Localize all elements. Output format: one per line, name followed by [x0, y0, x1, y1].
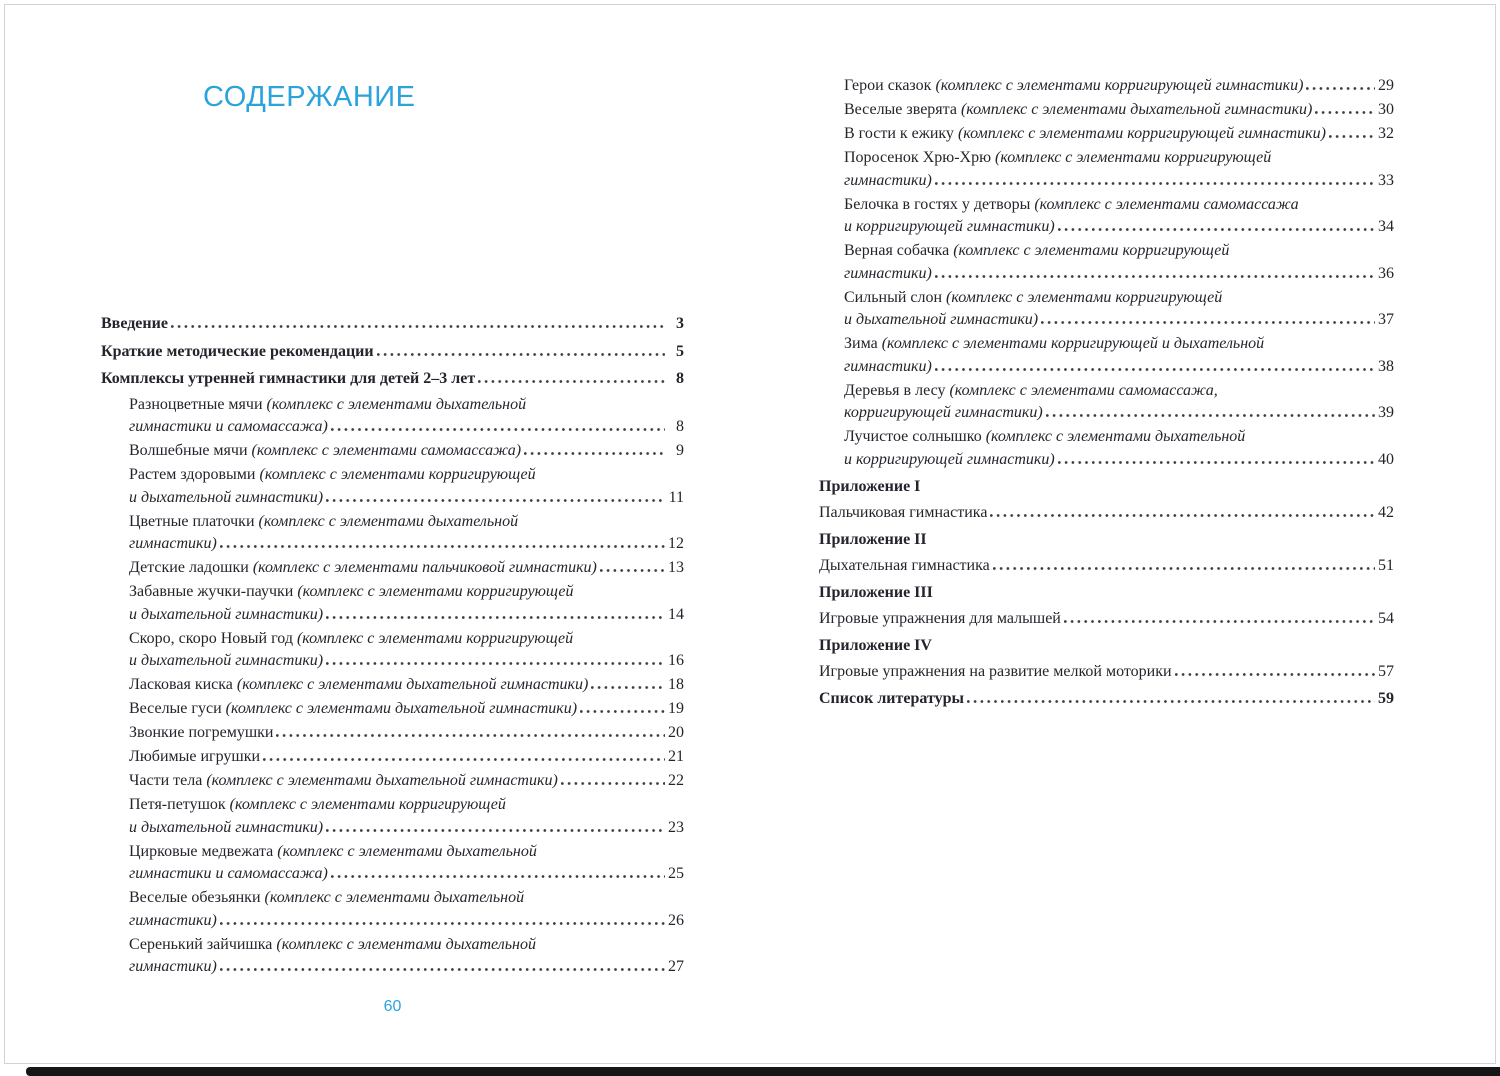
toc-line — [129, 533, 684, 556]
toc-entry — [101, 464, 684, 509]
toc-entry — [819, 287, 1394, 332]
toc-entry — [819, 661, 1394, 684]
toc-entry — [101, 770, 684, 793]
toc-entry-text — [844, 75, 1303, 98]
toc-line — [129, 511, 684, 534]
toc-entry-title: Растем здоровыми — [129, 466, 260, 483]
toc-entry-text — [129, 533, 217, 556]
toc-entry-subtitle: (комплекс с элементами корригирующей — [953, 242, 1230, 259]
toc-page-number: 29 — [1378, 77, 1394, 94]
dot-leader — [1058, 228, 1375, 231]
toc-page-number: 40 — [1378, 450, 1394, 468]
toc-entry-title: Игровые упражнения на развитие мелкой моторики — [819, 662, 1172, 680]
dot-leader — [524, 452, 665, 455]
toc-entry-text — [844, 216, 1055, 239]
toc-entry — [101, 674, 684, 697]
toc-line — [129, 770, 684, 793]
toc-entry — [819, 194, 1394, 239]
toc-entry-title: Волшебные мячи — [129, 442, 252, 459]
toc-right-column — [819, 75, 1394, 714]
toc-page-number: 57 — [1378, 662, 1394, 680]
toc-entry-title: Части тела — [129, 772, 207, 789]
toc-entry-title: Сильный слон — [844, 288, 947, 306]
toc-page-number: 9 — [676, 442, 684, 459]
toc-entry-text — [129, 650, 323, 673]
toc-entry-subtitle: гимнастики) — [129, 535, 217, 552]
toc-entry-title: Ласковая киска — [129, 676, 237, 693]
toc-line — [844, 194, 1394, 217]
dot-leader — [935, 182, 1375, 185]
toc-page-number: 37 — [1378, 311, 1394, 328]
toc-entry-title: Цирковые медвежата — [129, 842, 278, 860]
toc-entry-subtitle: (комплекс с элементами самомассажа, — [949, 381, 1218, 399]
toc-entry-text — [129, 817, 323, 840]
toc-entry-subtitle: (комплекс с элементами самомассажа — [1034, 195, 1299, 213]
dot-leader — [591, 686, 665, 689]
toc-entry-text — [844, 426, 1245, 449]
toc-entry — [101, 887, 684, 932]
toc-line — [819, 582, 1394, 605]
toc-entry-text — [129, 698, 577, 721]
toc-entry — [101, 368, 684, 391]
toc-entry — [101, 722, 684, 745]
toc-entry — [819, 380, 1394, 425]
toc-entry-title: Приложение II — [819, 531, 927, 548]
toc-line — [819, 555, 1394, 578]
toc-entry-title: Введение — [101, 315, 168, 332]
dot-leader — [331, 875, 665, 878]
toc-line — [129, 487, 684, 510]
toc-entry-title: Забавные жучки-паучки — [129, 583, 298, 600]
toc-line — [129, 557, 684, 580]
toc-entry-text — [844, 333, 1264, 356]
toc-page-number: 32 — [1378, 125, 1394, 142]
dot-leader — [326, 662, 665, 665]
toc-page-number: 25 — [668, 865, 684, 882]
toc-entry-title: Дыхательная гимнастика — [819, 556, 990, 574]
dot-leader — [1046, 414, 1375, 417]
dot-leader — [263, 758, 665, 761]
dot-leader — [600, 569, 665, 572]
toc-line — [129, 674, 684, 697]
toc-entry-subtitle: (комплекс с элементами пальчиковой гимнастики) — [252, 559, 597, 576]
toc-entry-subtitle: (комплекс с элементами дыхательной — [264, 889, 525, 906]
toc-entry — [819, 99, 1394, 122]
dot-leader — [276, 734, 665, 737]
toc-line — [844, 75, 1394, 98]
toc-entry-subtitle: (комплекс с элементами корригирующей и дыхательной — [881, 335, 1265, 352]
toc-entry-text — [129, 464, 536, 487]
toc-page-number: 14 — [668, 605, 684, 623]
toc-entry-text — [101, 313, 168, 336]
toc-entry-subtitle: (комплекс с элементами корригирующей — [296, 629, 574, 647]
toc-entry-text — [129, 722, 273, 745]
toc-entry-subtitle: (комплекс с элементами корригирующей — [995, 149, 1272, 166]
dot-leader — [478, 380, 665, 383]
toc-entry-title: Петя-петушок — [129, 796, 230, 813]
toc-entry — [819, 333, 1394, 378]
toc-line — [101, 341, 684, 364]
toc-entry-text — [129, 628, 573, 651]
toc-entry — [819, 635, 1394, 658]
toc-entry-text — [129, 557, 597, 580]
toc-page-number: 59 — [1378, 690, 1394, 707]
toc-entry — [819, 608, 1394, 631]
toc-entry-text — [101, 341, 374, 364]
toc-entry-text — [819, 635, 932, 658]
toc-entry — [101, 934, 684, 979]
toc-entry-text — [819, 529, 927, 552]
dot-leader — [1041, 321, 1375, 324]
toc-line — [844, 216, 1394, 239]
toc-entry-subtitle: (комплекс с элементами корригирующей — [259, 466, 536, 483]
toc-entry-text — [129, 604, 323, 627]
toc-page-number: 27 — [668, 958, 684, 975]
toc-entry-title: Игровые упражнения для малышей — [819, 609, 1061, 627]
dot-leader — [935, 368, 1375, 371]
toc-line — [129, 887, 684, 910]
toc-entry-title: Поросенок Хрю-Хрю — [844, 149, 996, 166]
toc-line — [129, 794, 684, 817]
folio-page-number: 60 — [383, 998, 402, 1015]
toc-entry-title: Комплексы утренней гимнастики для детей 2–3 лет — [101, 370, 476, 387]
toc-line — [819, 502, 1394, 525]
toc-entry-text — [129, 956, 217, 979]
toc-entry-text — [129, 887, 524, 910]
toc-line — [129, 910, 684, 933]
toc-line — [844, 123, 1394, 146]
toc-entry — [101, 511, 684, 556]
toc-entry-title: Зима — [844, 335, 882, 352]
toc-entry-subtitle: и корригирующей гимнастики) — [844, 450, 1055, 468]
toc-entry-text — [129, 511, 518, 534]
dot-leader — [990, 514, 1375, 517]
book-edge — [26, 1067, 1500, 1076]
toc-page-number: 33 — [1378, 171, 1394, 189]
dot-leader — [993, 567, 1375, 570]
toc-entry-subtitle: и дыхательной гимнастики) — [129, 652, 324, 669]
toc-line — [844, 402, 1394, 425]
dot-leader — [220, 545, 665, 548]
toc-entry-text — [819, 608, 1061, 631]
toc-entry-subtitle: (комплекс с элементами корригирующей — [297, 583, 574, 600]
toc-entry — [819, 147, 1394, 192]
toc-line — [101, 313, 684, 336]
toc-line — [844, 309, 1394, 332]
toc-page-number: 19 — [668, 700, 684, 717]
toc-entry-subtitle: (комплекс с элементами корригирующей — [946, 288, 1223, 306]
toc-entry — [101, 698, 684, 721]
toc-entry-subtitle: (комплекс с элементами корригирующей — [229, 796, 506, 813]
toc-line — [129, 394, 684, 417]
toc-entry-title: Список литературы — [819, 690, 964, 707]
toc-entry — [819, 426, 1394, 471]
toc-line — [129, 604, 684, 627]
toc-line — [844, 287, 1394, 310]
toc-line — [129, 581, 684, 604]
dot-leader — [377, 353, 665, 356]
toc-entry-text — [844, 147, 1271, 170]
toc-line — [844, 333, 1394, 356]
toc-page-number: 3 — [676, 315, 684, 332]
toc-line — [819, 529, 1394, 552]
toc-entry — [819, 123, 1394, 146]
toc-entry — [819, 476, 1394, 499]
toc-page-number: 51 — [1378, 556, 1394, 574]
dot-leader — [1064, 620, 1375, 623]
toc-line — [844, 263, 1394, 286]
toc-entry-text — [819, 661, 1172, 684]
toc-entry-text — [129, 746, 260, 769]
toc-entry-text — [844, 402, 1043, 425]
toc-entry-text — [819, 555, 990, 578]
toc-line — [844, 170, 1394, 193]
toc-entry-text — [129, 674, 588, 697]
toc-entry-text — [129, 581, 574, 604]
toc-left-column — [101, 308, 684, 980]
toc-entry-text — [844, 170, 932, 193]
toc-entry-subtitle: (комплекс с элементами корригирующей гимнастики) — [957, 125, 1326, 142]
toc-page-number: 5 — [676, 342, 684, 360]
toc-entry-text — [819, 502, 987, 525]
toc-page-number: 20 — [668, 724, 684, 741]
toc-entry-title: Пальчиковая гимнастика — [819, 503, 988, 521]
toc-entry — [101, 440, 684, 463]
toc-entry-title: Веселые обезьянки — [129, 889, 265, 906]
toc-page-number: 21 — [668, 748, 684, 765]
toc-line — [129, 464, 684, 487]
toc-line — [129, 934, 684, 957]
dot-leader — [220, 968, 665, 971]
toc-entry-subtitle: и дыхательной гимнастики) — [129, 818, 324, 836]
toc-entry-title: Краткие методические рекомендации — [101, 342, 374, 360]
toc-entry-text — [844, 194, 1299, 217]
toc-page-number: 11 — [668, 488, 684, 506]
toc-entry-text — [844, 287, 1222, 310]
toc-entry-subtitle: (комплекс с элементами дыхательной гимнастики) — [206, 772, 558, 789]
dot-leader — [220, 922, 665, 925]
dot-leader — [331, 428, 665, 431]
toc-entry-text — [129, 934, 536, 957]
toc-entry — [101, 557, 684, 580]
toc-entry-subtitle: (комплекс с элементами дыхательной гимнастики) — [236, 676, 589, 693]
dot-leader — [326, 829, 665, 832]
toc-page-number: 39 — [1378, 404, 1394, 421]
toc-entry-title: Цветные платочки — [129, 512, 259, 530]
toc-line — [844, 449, 1394, 472]
toc-entry — [101, 746, 684, 769]
toc-entry-title: Скоро, скоро Новый год — [129, 629, 297, 647]
toc-entry-subtitle: гимнастики) — [129, 911, 217, 929]
toc-line — [129, 628, 684, 651]
toc-page-number: 13 — [668, 559, 684, 576]
toc-entry-text — [819, 476, 920, 499]
dot-leader — [1175, 673, 1375, 676]
toc-line — [129, 841, 684, 864]
toc-line — [129, 416, 684, 439]
toc-line — [129, 722, 684, 745]
toc-line — [819, 476, 1394, 499]
toc-page-number: 54 — [1378, 609, 1394, 627]
toc-line — [819, 608, 1394, 631]
toc-entry-subtitle: гимнастики и самомассажа) — [129, 865, 328, 882]
toc-entry-subtitle: (комплекс с элементами дыхательной гимнастики) — [225, 700, 578, 717]
toc-entry-text — [129, 487, 323, 510]
toc-page-number: 26 — [668, 911, 684, 929]
dot-leader — [1329, 135, 1375, 138]
toc-line — [819, 688, 1394, 711]
toc-entry-title: Приложение IV — [819, 637, 932, 654]
toc-page-number: 38 — [1378, 357, 1394, 375]
toc-entry-text — [101, 368, 475, 391]
toc-entry-subtitle: гимнастики) — [844, 264, 932, 282]
toc-entry-text — [129, 841, 537, 864]
toc-entry-title: Разноцветные мячи — [129, 395, 267, 413]
toc-page-number: 34 — [1378, 218, 1394, 235]
dot-leader — [935, 275, 1375, 278]
toc-entry-title: Звонкие погремушки — [129, 724, 274, 741]
toc-entry — [819, 582, 1394, 605]
dot-leader — [326, 499, 665, 502]
toc-page-number: 18 — [668, 676, 684, 693]
toc-entry-text — [844, 380, 1218, 403]
toc-line — [129, 746, 684, 769]
dot-leader — [967, 700, 1375, 703]
toc-entry — [101, 313, 684, 336]
toc-line — [101, 368, 684, 391]
toc-page-number: 22 — [668, 772, 684, 789]
toc-entry — [819, 75, 1394, 98]
toc-line — [129, 698, 684, 721]
toc-entry-title: Серенький зайчишка — [129, 935, 277, 953]
toc-entry-title: В гости к ежику — [844, 125, 958, 142]
toc-entry-title: Приложение III — [819, 584, 933, 601]
toc-entry-subtitle: и корригирующей гимнастики) — [844, 218, 1055, 235]
toc-entry-subtitle: гимнастики) — [844, 171, 932, 189]
toc-entry-text — [844, 240, 1229, 263]
toc-entry-subtitle: (комплекс с элементами самомассажа) — [251, 442, 522, 459]
toc-entry-subtitle: гимнастики) — [844, 357, 932, 375]
toc-entry-title: Любимые игрушки — [129, 748, 261, 765]
toc-entry — [101, 794, 684, 839]
toc-entry — [819, 502, 1394, 525]
toc-entry-text — [844, 356, 932, 379]
dot-leader — [561, 782, 665, 785]
toc-entry — [101, 341, 684, 364]
toc-line — [844, 356, 1394, 379]
page-title: СОДЕРЖАНИЕ — [203, 81, 416, 113]
toc-entry-subtitle: (комплекс с элементами дыхательной — [985, 428, 1246, 445]
toc-entry-subtitle: и дыхательной гимнастики) — [129, 488, 324, 506]
toc-entry-title: Приложение I — [819, 478, 921, 495]
dot-leader — [326, 616, 665, 619]
toc-entry-text — [129, 770, 558, 793]
dot-leader — [171, 325, 665, 328]
toc-line — [844, 99, 1394, 122]
toc-entry-subtitle: гимнастики) — [129, 958, 217, 975]
toc-line — [844, 380, 1394, 403]
toc-entry-title: Верная собачка — [844, 242, 954, 259]
toc-line — [844, 147, 1394, 170]
toc-entry — [101, 628, 684, 673]
toc-entry — [819, 688, 1394, 711]
toc-entry-subtitle: (комплекс с элементами дыхательной гимнастики) — [960, 101, 1313, 118]
toc-entry — [819, 555, 1394, 578]
toc-entry-text — [844, 123, 1326, 146]
toc-page-number: 16 — [668, 652, 684, 669]
toc-line — [819, 661, 1394, 684]
toc-page-number: 12 — [668, 535, 684, 552]
toc-entry — [819, 240, 1394, 285]
toc-entry — [101, 841, 684, 886]
toc-line — [129, 817, 684, 840]
toc-entry-text — [844, 99, 1312, 122]
toc-entry-title: Веселые гуси — [129, 700, 226, 717]
toc-line — [819, 635, 1394, 658]
dot-leader — [1315, 111, 1375, 114]
book-spread — [4, 4, 1496, 1064]
toc-entry-text — [819, 688, 964, 711]
toc-entry — [101, 394, 684, 439]
toc-entry-title: Детские ладошки — [129, 559, 253, 576]
toc-entry-subtitle: (комплекс с элементами дыхательной — [277, 842, 537, 860]
toc-page-number: 8 — [676, 370, 684, 387]
toc-entry-title: Веселые зверята — [844, 101, 961, 118]
toc-line — [129, 863, 684, 886]
toc-entry-subtitle: (комплекс с элементами дыхательной — [276, 935, 536, 953]
toc-entry-title: Белочка в гостях у детворы — [844, 195, 1035, 213]
toc-page-number: 42 — [1378, 503, 1394, 521]
dot-leader — [1058, 461, 1375, 464]
toc-entry-text — [129, 910, 217, 933]
toc-line — [844, 240, 1394, 263]
toc-entry-subtitle: (комплекс с элементами корригирующей гимнастики) — [935, 77, 1304, 94]
toc-entry-text — [129, 416, 328, 439]
toc-entry-text — [844, 309, 1038, 332]
toc-line — [129, 956, 684, 979]
toc-entry-text — [129, 394, 526, 417]
dot-leader — [1306, 87, 1375, 90]
toc-line — [129, 650, 684, 673]
toc-entry-text — [129, 794, 506, 817]
toc-entry-title: Герои сказок — [844, 77, 936, 94]
toc-entry-text — [844, 449, 1055, 472]
toc-entry — [101, 581, 684, 626]
toc-entry-text — [129, 863, 328, 886]
toc-entry-title: Лучистое солнышко — [844, 428, 986, 445]
toc-line — [844, 426, 1394, 449]
toc-entry-subtitle: и дыхательной гимнастики) — [844, 311, 1039, 328]
toc-entry-subtitle: и дыхательной гимнастики) — [129, 605, 324, 623]
toc-entry-title: Деревья в лесу — [844, 381, 950, 399]
toc-entry-subtitle: (комплекс с элементами дыхательной — [258, 512, 519, 530]
toc-entry-subtitle: гимнастики и самомассажа) — [129, 418, 328, 435]
toc-line — [129, 440, 684, 463]
toc-page-number: 30 — [1378, 101, 1394, 118]
toc-entry-text — [819, 582, 933, 605]
toc-page-number: 8 — [676, 418, 684, 435]
toc-entry-text — [844, 263, 932, 286]
toc-page-number: 23 — [668, 818, 684, 836]
toc-entry — [819, 529, 1394, 552]
toc-page-number: 36 — [1378, 264, 1394, 282]
toc-entry-text — [129, 440, 521, 463]
toc-entry-subtitle: (комплекс с элементами дыхательной — [266, 395, 527, 413]
dot-leader — [580, 710, 665, 713]
toc-entry-subtitle: корригирующей гимнастики) — [844, 404, 1043, 421]
